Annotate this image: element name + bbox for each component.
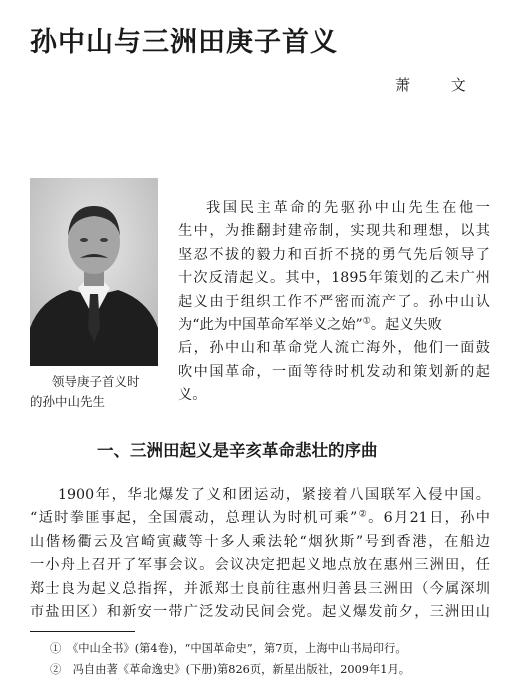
section-heading: 一、三洲田起义是辛亥革命悲壮的序曲 bbox=[97, 441, 378, 460]
caption-line: 领导庚子首义时 bbox=[52, 374, 140, 389]
text-segment: 。起义失败 bbox=[370, 316, 442, 333]
text-line bbox=[178, 314, 490, 337]
author-name: 萧 文 bbox=[395, 76, 484, 94]
text-segment: 。6月21日，孙中 bbox=[368, 510, 490, 527]
text-line: 后，孙中山和革命党人流亡海外，他们一面鼓 bbox=[178, 340, 490, 357]
text-line: 一小舟上召开了军事会议。会议决定把起义地点放在惠州三洲田，任 bbox=[30, 557, 490, 574]
text-line bbox=[30, 507, 490, 530]
text-line: 坚忍不拔的毅力和百折不挠的勇气先后领导了 bbox=[178, 246, 490, 263]
text-segment: “适时拳匪事起，全国震动，总理认为时机可乘” bbox=[30, 510, 358, 527]
text-line: 市盐田区）和新安一带广泛发动民间会党。起义爆发前夕，三洲田山 bbox=[30, 603, 490, 620]
body-paragraph bbox=[30, 484, 490, 624]
text-line: 起义由于组织工作不严密而流产了。孙中山认 bbox=[178, 293, 490, 310]
text-line: 郑士良为起义总指挥，并派郑士良前往惠州归善县三洲田（今属深圳 bbox=[30, 580, 490, 597]
caption-line: 的孙中山先生 bbox=[30, 394, 106, 409]
footnote-ref: ② bbox=[357, 509, 369, 520]
text-line: 我国民主革命的先驱孙中山先生在他一 bbox=[206, 200, 490, 216]
text-segment: 为“此为中国革命军举义之始” bbox=[178, 316, 363, 333]
text-line: 1900年，华北爆发了义和团运动，紧接着八国联军入侵中国。 bbox=[58, 487, 490, 503]
footnote-ref: ① bbox=[362, 316, 371, 327]
text-line: 义。 bbox=[178, 387, 207, 404]
footnote-divider bbox=[30, 631, 135, 632]
footnote: ① 《中山全书》(第4卷)，“中国革命史”，第7页，上海中山书局印行。 bbox=[50, 642, 407, 655]
intro-paragraph bbox=[178, 197, 490, 408]
text-line: 十次反清起义。其中，1895年策划的乙未广州 bbox=[178, 270, 490, 287]
portrait-photo bbox=[30, 178, 158, 366]
footnote: ② 冯自由著《革命逸史》(下册)第826页，新星出版社，2009年1月。 bbox=[50, 663, 411, 676]
photo-caption bbox=[30, 372, 170, 412]
text-line: 生中，为推翻封建帝制，实现共和理想，以其 bbox=[178, 223, 490, 240]
footnotes bbox=[50, 638, 410, 680]
article-title: 孙中山与三洲田庚子首义 bbox=[30, 27, 338, 58]
text-line: 山偕杨衢云及宫崎寅藏等十多人乘法轮“烟狄斯”号到香港，在船边 bbox=[30, 533, 490, 550]
text-line: 吹中国革命，一面等待时机发动和策划新的起 bbox=[178, 363, 490, 380]
